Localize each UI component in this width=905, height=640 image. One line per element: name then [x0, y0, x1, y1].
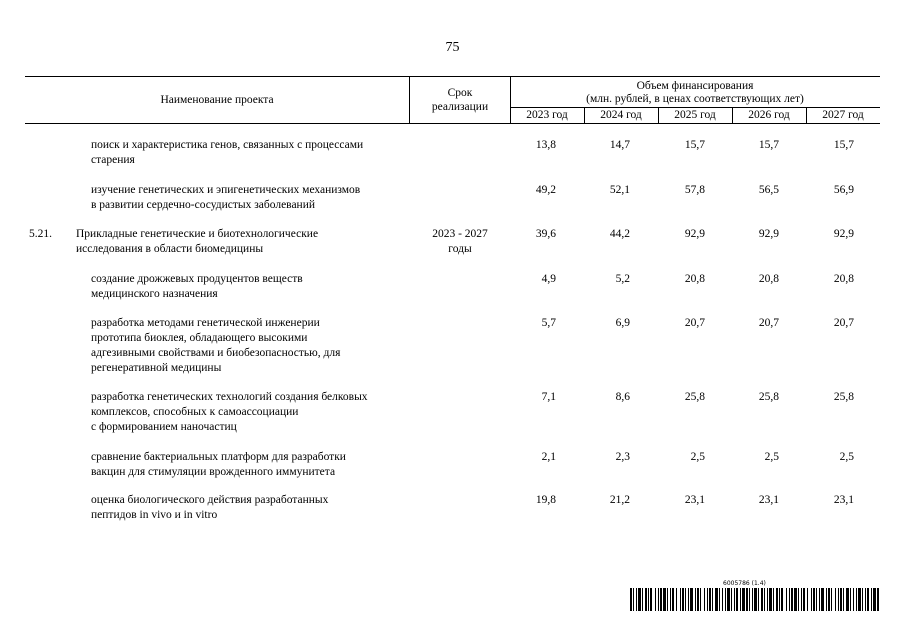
barcode-bar	[667, 588, 668, 611]
cell-2025: 20,8	[684, 273, 705, 285]
barcode-bar	[636, 588, 637, 611]
barcode-bar	[725, 588, 726, 611]
barcode-bar	[697, 588, 699, 611]
barcode-bar	[630, 588, 632, 611]
cell-2024: 52,1	[609, 184, 630, 196]
cell-2027: 23,1	[833, 494, 854, 506]
barcode-bar	[807, 588, 808, 611]
barcode-bar	[712, 588, 713, 611]
barcode-bar	[688, 588, 689, 611]
row-name: оценка биологического действия разработанных пептидов in vivo и in vitro	[91, 494, 329, 521]
cell-2023: 2,1	[541, 451, 556, 463]
cell-2023: 19,8	[535, 494, 556, 506]
barcode-bar	[840, 588, 842, 611]
barcode-bar	[867, 588, 869, 611]
barcode-bar	[786, 588, 787, 611]
cell-2026: 20,7	[758, 317, 779, 329]
header-year-2025: 2025 год	[674, 109, 716, 121]
table-top-rule	[25, 76, 880, 77]
cell-2027: 20,8	[833, 273, 854, 285]
cell-2026: 15,7	[758, 139, 779, 151]
barcode-bar	[803, 588, 805, 611]
barcode-bar	[650, 588, 652, 611]
cell-2023: 4,9	[541, 273, 556, 285]
barcode-bar	[719, 588, 720, 611]
barcode-bar	[877, 588, 879, 611]
cell-2024: 14,7	[609, 139, 630, 151]
barcode-bar	[707, 588, 708, 611]
barcode-bar	[633, 588, 634, 611]
barcode-bar	[811, 588, 812, 611]
barcode-bar	[826, 588, 827, 611]
cell-2027: 92,9	[833, 228, 854, 240]
row-period: 2023 - 2027 годы	[432, 228, 488, 255]
barcode-bar	[871, 588, 872, 611]
barcode-bar	[789, 588, 790, 611]
cell-2025: 25,8	[684, 391, 705, 403]
barcode-bar	[672, 588, 674, 611]
cell-2023: 49,2	[535, 184, 556, 196]
row-name: изучение генетических и эпигенетических механизмов в развитии сердечно-сосудистых заболеваний	[91, 184, 361, 211]
barcode-bar	[779, 588, 780, 611]
barcode	[630, 588, 880, 611]
cell-2027: 25,8	[833, 391, 854, 403]
barcode-bar	[749, 588, 750, 611]
barcode-bar	[858, 588, 861, 611]
barcode-bar	[715, 588, 718, 611]
cell-2026: 56,5	[758, 184, 779, 196]
barcode-bar	[754, 588, 757, 611]
cell-2027: 15,7	[833, 139, 854, 151]
barcode-bar	[828, 588, 830, 611]
barcode-bar	[655, 588, 656, 611]
barcode-bar	[700, 588, 701, 611]
barcode-bar	[722, 588, 723, 611]
barcode-bar	[776, 588, 778, 611]
barcode-bar	[685, 588, 686, 611]
barcode-bar	[838, 588, 839, 611]
cell-2024: 5,2	[615, 273, 630, 285]
barcode-bar	[704, 588, 705, 611]
cell-2027: 20,7	[833, 317, 854, 329]
cell-2023: 5,7	[541, 317, 556, 329]
barcode-bar	[740, 588, 741, 611]
cell-2024: 6,9	[615, 317, 630, 329]
barcode-bar	[761, 588, 763, 611]
barcode-bar	[835, 588, 836, 611]
barcode-bar	[794, 588, 797, 611]
barcode-bar	[663, 588, 666, 611]
barcode-bar	[731, 588, 732, 611]
barcode-bar	[638, 588, 641, 611]
barcode-bar	[648, 588, 649, 611]
barcode-bar	[856, 588, 857, 611]
header-bottom-rule	[25, 123, 880, 124]
barcode-bar	[642, 588, 643, 611]
barcode-bar	[850, 588, 851, 611]
barcode-bar	[695, 588, 696, 611]
barcode-bar	[680, 588, 681, 611]
header-year-2023: 2023 год	[526, 109, 568, 121]
barcode-bar	[821, 588, 824, 611]
barcode-bar	[690, 588, 693, 611]
barcode-bar	[801, 588, 802, 611]
row-name: поиск и характеристика генов, связанных с процессами старения	[91, 139, 364, 166]
barcode-bar	[843, 588, 844, 611]
cell-2025: 57,8	[684, 184, 705, 196]
barcode-bar	[645, 588, 647, 611]
barcode-caption: 6005786 (1.4)	[723, 580, 766, 587]
barcode-bar	[676, 588, 677, 611]
cell-2024: 21,2	[609, 494, 630, 506]
barcode-bar	[769, 588, 772, 611]
cell-2025: 15,7	[684, 139, 705, 151]
cell-2027: 56,9	[833, 184, 854, 196]
barcode-bar	[752, 588, 753, 611]
barcode-bar	[873, 588, 876, 611]
barcode-bar	[791, 588, 793, 611]
barcode-bar	[781, 588, 783, 611]
page-number: 75	[445, 40, 460, 55]
barcode-bar	[746, 588, 748, 611]
barcode-bar	[846, 588, 849, 611]
row-number: 5.21.	[29, 228, 52, 240]
barcode-bar	[813, 588, 815, 611]
barcode-bar	[767, 588, 768, 611]
barcode-bar	[798, 588, 799, 611]
cell-2023: 7,1	[541, 391, 556, 403]
cell-2024: 2,3	[615, 451, 630, 463]
barcode-bar	[742, 588, 745, 611]
cell-2026: 92,9	[758, 228, 779, 240]
barcode-bar	[831, 588, 832, 611]
cell-2024: 8,6	[615, 391, 630, 403]
header-period: Срок реализации	[431, 87, 489, 113]
barcode-bar	[734, 588, 735, 611]
barcode-bar	[727, 588, 730, 611]
barcode-bar	[758, 588, 759, 611]
cell-2026: 25,8	[758, 391, 779, 403]
barcode-bar	[670, 588, 671, 611]
row-name: разработка генетических технологий создания белковых комплексов, способных к самоассоциации с формированием наночастиц	[91, 391, 368, 433]
cell-2025: 23,1	[684, 494, 705, 506]
barcode-bar	[773, 588, 774, 611]
cell-2025: 92,9	[684, 228, 705, 240]
barcode-bar	[709, 588, 711, 611]
row-name: сравнение бактериальных платформ для разработки вакцин для стимуляции врожденного иммунитета	[91, 451, 346, 478]
row-name: создание дрожжевых продуцентов веществ медицинского назначения	[91, 273, 303, 300]
header-year-2024: 2024 год	[600, 109, 642, 121]
barcode-bar	[862, 588, 863, 611]
barcode-bar	[853, 588, 854, 611]
cell-2025: 2,5	[690, 451, 705, 463]
cell-2024: 44,2	[609, 228, 630, 240]
barcode-bar	[658, 588, 659, 611]
barcode-bar	[816, 588, 817, 611]
row-name: разработка методами генетической инженерии прототипа биоклея, обладающего высокими адгезивными свойствами и биобезопасностью, для регенеративной медицины	[91, 317, 341, 374]
barcode-bar	[764, 588, 765, 611]
row-name: Прикладные генетические и биотехнологические исследования в области биомедицины	[76, 228, 319, 255]
barcode-bar	[736, 588, 738, 611]
barcode-bar	[682, 588, 684, 611]
header-project-name: Наименование проекта	[160, 94, 274, 106]
header-year-2027: 2027 год	[822, 109, 864, 121]
cell-2026: 23,1	[758, 494, 779, 506]
header-funding-title: Объем финансирования	[636, 80, 754, 92]
header-year-2026: 2026 год	[748, 109, 790, 121]
cell-2026: 2,5	[764, 451, 779, 463]
barcode-bar	[819, 588, 820, 611]
header-funding-units: (млн. рублей, в ценах соответствующих лет)	[586, 93, 804, 105]
cell-2025: 20,7	[684, 317, 705, 329]
cell-2026: 20,8	[758, 273, 779, 285]
cell-2027: 2,5	[839, 451, 854, 463]
barcode-bar	[865, 588, 866, 611]
barcode-bar	[660, 588, 662, 611]
cell-2023: 39,6	[535, 228, 556, 240]
cell-2023: 13,8	[535, 139, 556, 151]
